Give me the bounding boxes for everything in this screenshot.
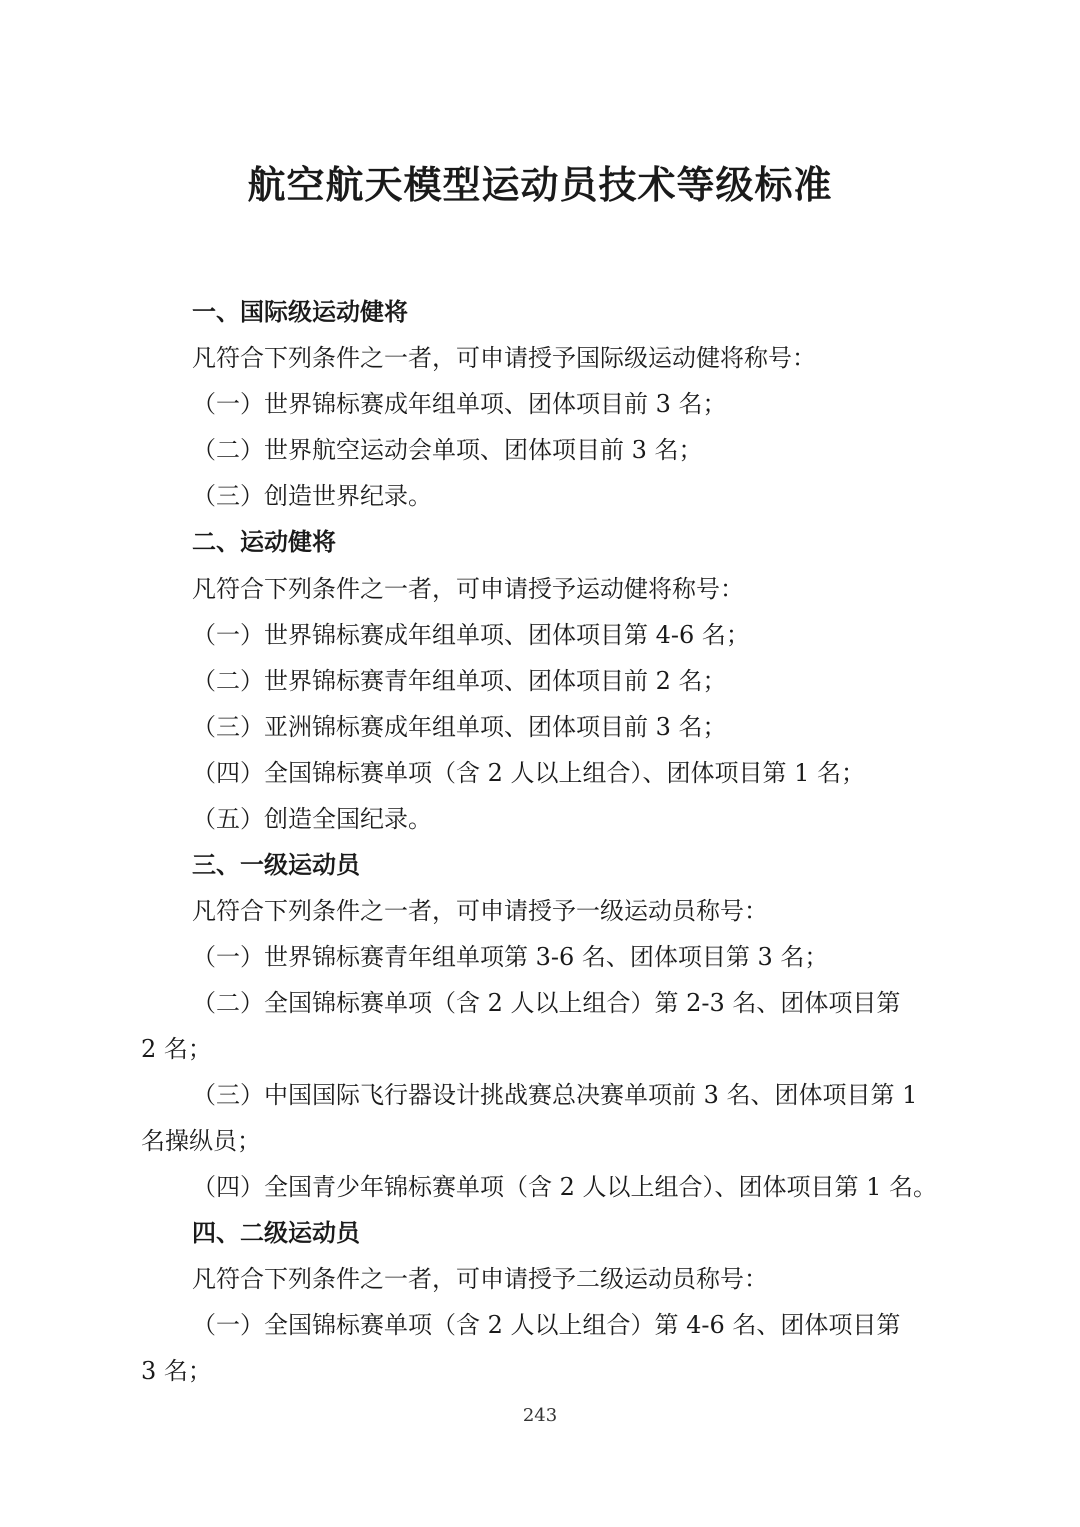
list-item: （一）世界锦标赛成年组单项、团体项目第 4-6 名； (192, 621, 750, 649)
page-number: 243 (522, 1405, 558, 1426)
list-item: （一）世界锦标赛青年组单项第 3-6 名、团体项目第 3 名； (192, 943, 829, 971)
section-heading: 三、一级运动员 (192, 851, 360, 879)
list-item: （五）创造全国纪录。 (192, 805, 432, 833)
list-item: （三）亚洲锦标赛成年组单项、团体项目前 3 名； (192, 713, 727, 741)
list-item-continuation: 2 名； (141, 1035, 212, 1063)
list-item-continuation: 3 名； (141, 1357, 212, 1385)
list-item: （三）中国国际飞行器设计挑战赛总决赛单项前 3 名、团体项目第 1 (192, 1081, 918, 1109)
list-item: （三）创造世界纪录。 (192, 482, 432, 510)
list-item: （四）全国锦标赛单项（含 2 人以上组合）、团体项目第 1 名； (192, 759, 866, 787)
list-item: （二）全国锦标赛单项（含 2 人以上组合）第 2-3 名、团体项目第 (192, 989, 901, 1017)
section-intro: 凡符合下列条件之一者，可申请授予二级运动员称号： (192, 1265, 768, 1293)
document-title: 航空航天模型运动员技术等级标准 (247, 163, 833, 207)
section-heading: 一、国际级运动健将 (192, 298, 408, 326)
section-heading: 二、运动健将 (192, 528, 336, 556)
list-item-continuation: 名操纵员； (141, 1127, 261, 1155)
list-item: （二）世界航空运动会单项、团体项目前 3 名； (192, 436, 703, 464)
section-intro: 凡符合下列条件之一者，可申请授予国际级运动健将称号： (192, 344, 816, 372)
section-intro: 凡符合下列条件之一者，可申请授予一级运动员称号： (192, 897, 768, 925)
list-item: （一）世界锦标赛成年组单项、团体项目前 3 名； (192, 390, 727, 418)
list-item: （四）全国青少年锦标赛单项（含 2 人以上组合）、团体项目第 1 名。 (192, 1173, 938, 1201)
list-item: （一）全国锦标赛单项（含 2 人以上组合）第 4-6 名、团体项目第 (192, 1311, 901, 1339)
section-intro: 凡符合下列条件之一者，可申请授予运动健将称号： (192, 575, 744, 603)
section-heading: 四、二级运动员 (192, 1219, 360, 1247)
list-item: （二）世界锦标赛青年组单项、团体项目前 2 名； (192, 667, 727, 695)
